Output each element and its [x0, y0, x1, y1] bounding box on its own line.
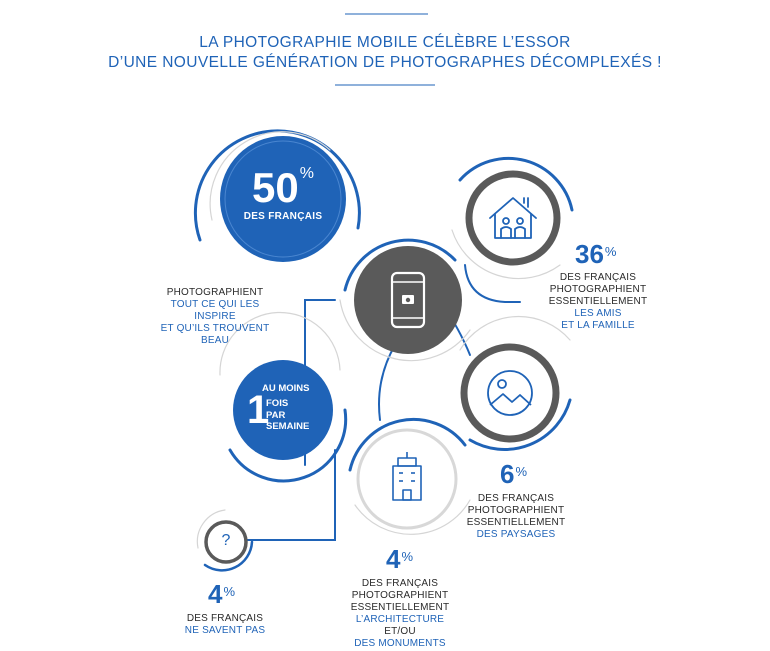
stat-50-description: [150, 287, 280, 347]
stat-unknown-percent-sign: %: [223, 584, 236, 599]
title-line-1: LA PHOTOGRAPHIE MOBILE CÉLÈBRE L’ESSOR: [199, 34, 571, 51]
stat-weekly-label: [266, 398, 326, 433]
stat-unknown-value: [208, 580, 235, 608]
stat-architecture-description: [340, 578, 460, 650]
question-mark-icon: ?: [221, 532, 231, 549]
stat-friends-desc-1: DES FRANÇAIS: [559, 272, 637, 283]
stat-landscapes-number: 6: [500, 459, 515, 489]
stat-unknown-description: [175, 613, 275, 637]
stat-friends-percent-sign: %: [604, 244, 617, 259]
stat-architecture-desc-5: DES MONUMENTS: [354, 638, 446, 649]
stat-friends-desc-2: PHOTOGRAPHIENT: [549, 284, 647, 295]
circle-landscape: [464, 347, 556, 439]
title-line-2: D’UNE NOUVELLE GÉNÉRATION DE PHOTOGRAPHES DÉCOMPLEXÉS !: [108, 54, 662, 71]
stat-architecture-number: 4: [386, 544, 401, 574]
stat-architecture-desc-3: ESSENTIELLEMENT: [350, 602, 450, 613]
connector-house-phone: [465, 265, 520, 302]
stat-friends-desc-4: LES AMIS: [574, 308, 622, 319]
stat-weekly-line-1: AU MOINS: [262, 383, 310, 394]
stat-50-number: 50: [252, 164, 299, 211]
stat-architecture-desc-4-rest: ET/OU: [384, 626, 416, 637]
stat-50-label: DES FRANÇAIS: [243, 211, 323, 222]
stat-landscapes-percent-sign: %: [515, 464, 528, 479]
circle-house: [469, 174, 557, 262]
stat-weekly-line-4: SEMAINE: [266, 421, 310, 432]
stat-friends-desc-5: ET LA FAMILLE: [561, 320, 635, 331]
circle-building: [358, 430, 456, 528]
stat-friends-number: 36: [575, 239, 604, 269]
stat-50-desc-2: TOUT CE QUI LES INSPIRE: [170, 299, 260, 322]
stat-architecture-percent-sign: %: [401, 549, 414, 564]
stat-landscapes-desc-2: PHOTOGRAPHIENT: [467, 505, 565, 516]
connector-question: [235, 450, 335, 540]
stat-50-desc-1: PHOTOGRAPHIENT: [166, 287, 264, 298]
stat-landscapes-value: [500, 460, 527, 488]
stat-landscapes-desc-3: ESSENTIELLEMENT: [466, 517, 566, 528]
stat-architecture-desc-4-blue: L’ARCHITECTURE: [355, 614, 445, 625]
stat-landscapes-desc-4: DES PAYSAGES: [476, 529, 556, 540]
stat-friends-desc-3: ESSENTIELLEMENT: [548, 296, 648, 307]
stat-weekly-number: 1: [247, 388, 270, 432]
stat-architecture-desc-4: [340, 614, 460, 638]
stat-landscapes-description: [466, 493, 566, 541]
stat-50-desc-3: ET QU’ILS TROUVENT BEAU: [160, 323, 270, 346]
stat-unknown-number: 4: [208, 579, 223, 609]
stat-weekly-line-2: FOIS: [266, 398, 289, 409]
stat-landscapes-desc-1: DES FRANÇAIS: [477, 493, 555, 504]
stat-architecture-value: [386, 545, 413, 573]
stat-weekly-line-3: PAR: [266, 409, 286, 421]
stat-friends-description: [548, 272, 648, 332]
stat-unknown-desc-1: DES FRANÇAIS: [186, 613, 264, 624]
stat-architecture-desc-2: PHOTOGRAPHIENT: [351, 590, 449, 601]
stat-50-percent-sign: %: [299, 165, 314, 182]
stat-friends-value: [575, 240, 616, 268]
stat-architecture-desc-1: DES FRANÇAIS: [361, 578, 439, 589]
stat-unknown-desc-2: NE SAVENT PAS: [184, 625, 266, 636]
stat-50-value: [233, 166, 333, 210]
